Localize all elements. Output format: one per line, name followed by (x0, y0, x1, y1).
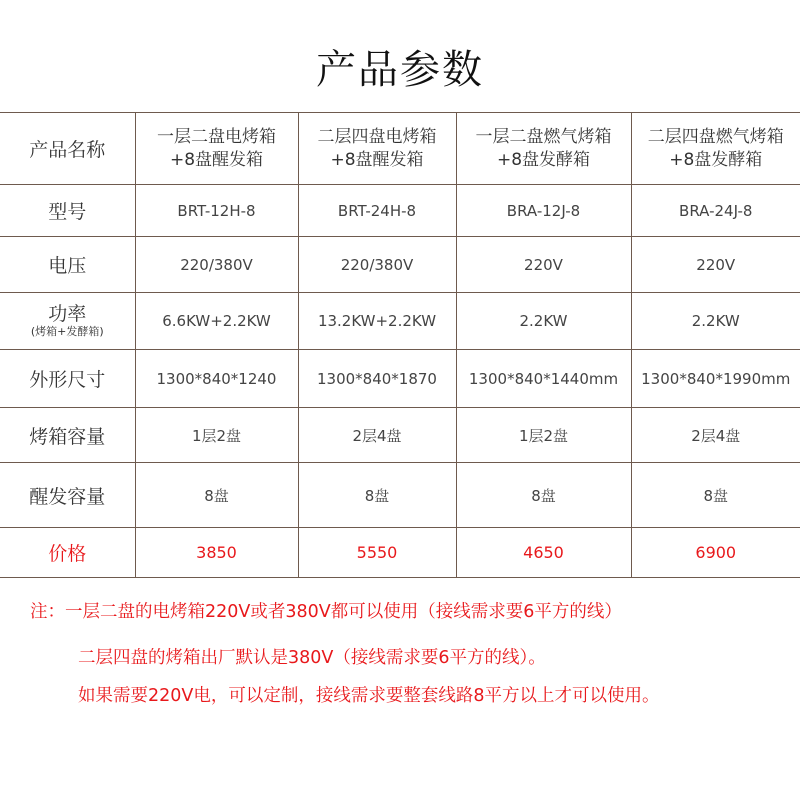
cell-value: 13.2KW+2.2KW (298, 293, 456, 350)
table-row (0, 237, 800, 293)
cell-value: BRT-12H-8 (135, 185, 298, 237)
row-label: 外形尺寸 (0, 350, 135, 408)
page-title: 产品参数 (316, 47, 484, 93)
product-name-cell (456, 113, 631, 185)
cell-value: 220V (631, 237, 800, 293)
table-row (0, 185, 800, 237)
product-name-line: 二层四盘燃气烤箱 (647, 126, 784, 147)
price-value: 4650 (456, 528, 631, 578)
cell-value: 1300*840*1870 (298, 350, 456, 408)
header-label-cell (0, 113, 135, 185)
price-value: 6900 (631, 528, 800, 578)
cell-value: BRT-24H-8 (298, 185, 456, 237)
table-row (0, 293, 800, 350)
cell-value: 2.2KW (631, 293, 800, 350)
note-line: 如果需要220V电，可以定制，接线需求要整套线路8平方以上才可以使用。 (78, 686, 660, 706)
row-label: 烤箱容量 (0, 408, 135, 463)
cell-value: 8盘 (135, 463, 298, 528)
product-name-line: 一层二盘电烤箱 (157, 126, 276, 147)
cell-value: 1层2盘 (456, 408, 631, 463)
product-name-line: +8盘醒发箱 (330, 149, 424, 170)
cell-value: 1300*840*1990mm (631, 350, 800, 408)
cell-value: 8盘 (298, 463, 456, 528)
cell-value: 2层4盘 (631, 408, 800, 463)
row-label: 型号 (0, 185, 135, 237)
price-value: 5550 (298, 528, 456, 578)
row-label-cell (0, 293, 135, 350)
row-sublabel: (烤箱+发酵箱) (30, 325, 104, 338)
row-label: 价格 (0, 528, 135, 578)
price-value: 3850 (135, 528, 298, 578)
header-label: 产品名称 (29, 139, 106, 161)
table-row (0, 350, 800, 408)
product-name-line: 二层四盘电烤箱 (317, 126, 437, 147)
product-name-cell (135, 113, 298, 185)
price-row (0, 528, 800, 578)
cell-value: 8盘 (456, 463, 631, 528)
cell-value: 2.2KW (456, 293, 631, 350)
row-label: 电压 (0, 237, 135, 293)
product-name-line: +8盘发酵箱 (496, 149, 591, 170)
cell-value: 220/380V (298, 237, 456, 293)
spec-table (0, 112, 800, 578)
product-name-cell (298, 113, 456, 185)
cell-value: 2层4盘 (298, 408, 456, 463)
cell-value: 6.6KW+2.2KW (135, 293, 298, 350)
product-name-cell (631, 113, 800, 185)
cell-value: 1300*840*1240 (135, 350, 298, 408)
header-row (0, 113, 800, 185)
table-row (0, 463, 800, 528)
row-label: 醒发容量 (0, 463, 135, 528)
table-row (0, 408, 800, 463)
cell-value: 220/380V (135, 237, 298, 293)
note-line: 注：一层二盘的电烤箱220V或者380V都可以使用（接线需求要6平方的线） (30, 602, 622, 622)
product-name-line: +8盘醒发箱 (169, 149, 264, 170)
note-line: 二层四盘的烤箱出厂默认是380V（接线需求要6平方的线）。 (78, 648, 546, 668)
row-label: 功率 (48, 303, 87, 325)
product-name-line: 一层二盘燃气烤箱 (475, 126, 612, 147)
cell-value: 1300*840*1440mm (456, 350, 631, 408)
product-name-line: +8盘发酵箱 (669, 149, 763, 170)
cell-value: 8盘 (631, 463, 800, 528)
cell-value: BRA-24J-8 (631, 185, 800, 237)
cell-value: 220V (456, 237, 631, 293)
cell-value: 1层2盘 (135, 408, 298, 463)
cell-value: BRA-12J-8 (456, 185, 631, 237)
notes-block (30, 598, 790, 720)
